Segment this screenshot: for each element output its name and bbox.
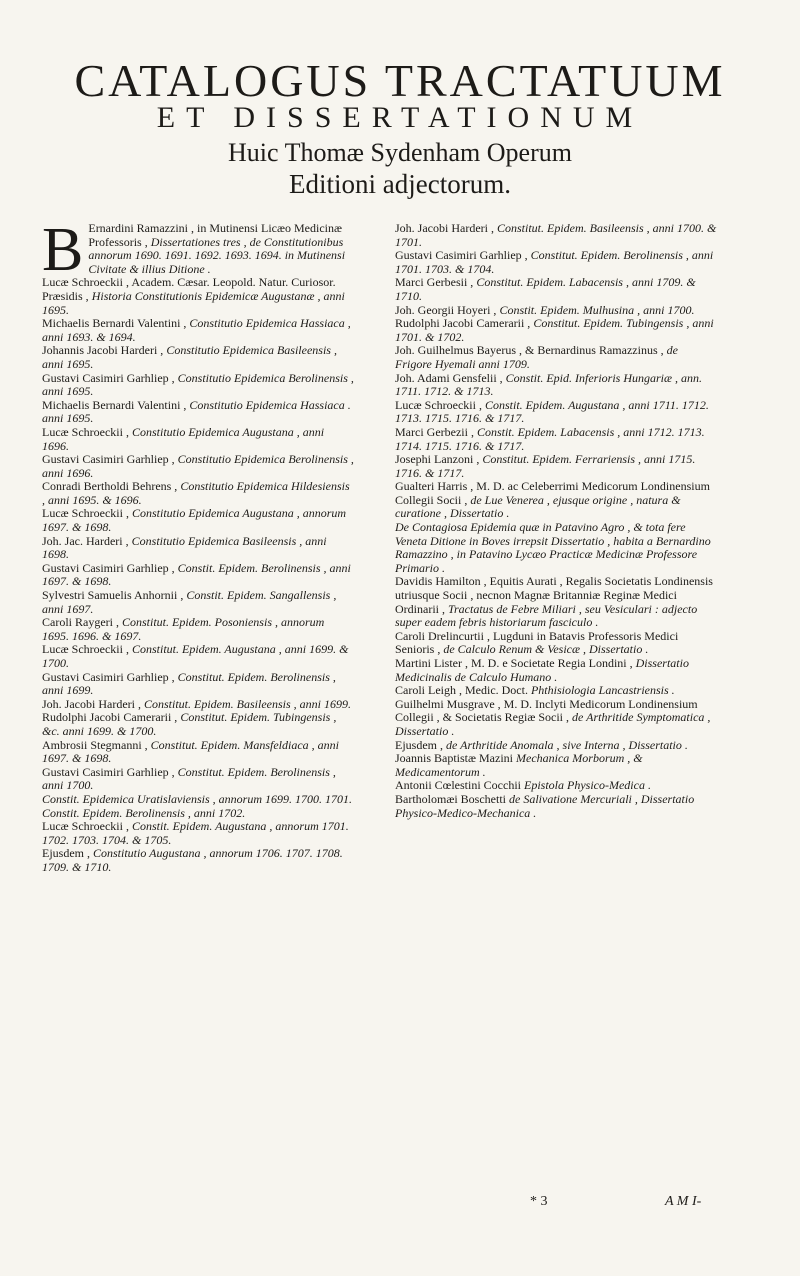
catalog-entry	[42, 399, 354, 426]
catalog-entry	[42, 480, 354, 507]
catalog-entry	[395, 276, 717, 303]
entry-title: Constit. Epid. Inferioris Hungariæ , ann. 1711. 1712. & 1713.	[395, 370, 703, 399]
left-column	[42, 216, 354, 875]
entry-title: Constitutio Epidemica Augustana , anni 1696.	[42, 424, 325, 453]
catalog-entry	[395, 317, 717, 344]
entry-author: Michaelis Bernardi Valentini ,	[42, 316, 190, 331]
entry-author: Caroli Raygeri ,	[42, 615, 122, 630]
entry-title: Constitut. Epidem. Mansfeldiaca , anni 1697. & 1698.	[42, 737, 339, 766]
entry-title: Constitut. Epidem. Labacensis , anni 1709. & 1710.	[395, 275, 696, 303]
entry-title: Constitut. Epidem. Berolinensis , anni 1701. 1703. & 1704.	[395, 248, 714, 276]
entry-author: Joh. Guilhelmus Bayerus , & Bernardinus Ramazzinus ,	[395, 343, 667, 358]
catalog-entry	[395, 684, 717, 698]
entry-title: Tractatus de Febre Miliari , seu Vesiculari : adjecto super eadem febris historiarum fasciculo .	[395, 601, 698, 630]
entry-author: Gustavi Casimiri Garhliep ,	[42, 669, 178, 684]
catalog-entry	[42, 372, 354, 399]
entry-author: Johannis Jacobi Harderi ,	[42, 343, 167, 358]
catalog-entry	[42, 344, 354, 371]
catalog-entry	[395, 372, 717, 399]
catalog-entry	[42, 453, 354, 480]
entry-author: Martini Lister , M. D. e Societate Regia Londini ,	[395, 656, 636, 670]
catalog-entry	[42, 535, 354, 562]
entry-author: Caroli Drelincurtii , Lugduni in Batavis Professoris Medici Senioris ,	[395, 628, 679, 657]
catalog-entry	[395, 426, 717, 453]
catalog-entry	[395, 630, 717, 657]
entry-author: Caroli Leigh , Medic. Doct.	[395, 683, 531, 698]
catalog-entry	[42, 643, 354, 670]
entry-title: Constitut. Epidem. Tubingensis , &c. anni 1699. & 1700.	[42, 710, 337, 738]
entry-title: Constitut. Epidem. Berolinensis , anni 1699.	[42, 669, 336, 698]
entry-author: Guilhelmi Musgrave , M. D. Inclyti Medicorum Londinensium Collegii , & Societatis Regiæ Socii ,	[395, 696, 698, 725]
entry-title: Constit. Epidem. Mulhusina , anni 1700.	[499, 302, 695, 317]
entry-title: de Frigore Hyemali anni 1709.	[395, 343, 678, 371]
catalog-entry	[42, 766, 354, 793]
entry-author: Ejusdem ,	[42, 846, 93, 861]
entry-author: Ambrosii Stegmanni ,	[42, 737, 151, 752]
entry-title: Constit. Epidem. Sangallensis , anni 1697.	[42, 588, 337, 616]
entry-title: Historia Constitutionis Epidemicæ Augustanæ , anni 1695.	[42, 288, 345, 317]
entry-title: De Contagiosa Epidemia quæ in Patavino Agro , & tota fere Veneta Ditione in Boves irrepsit Dissertatio , habita a Bernardino Ramazzino , in Patavino Lycæo Practicæ Medicinæ Professore Primario .	[395, 520, 711, 575]
entry-title: Epistola Physico-Medica .	[524, 778, 651, 793]
entry-author: Joh. Jac. Harderi ,	[42, 533, 132, 548]
title-line-1: CATALOGUS TRACTATUUM	[74, 55, 726, 106]
catalog-entry	[42, 793, 354, 807]
catalog-entry	[395, 222, 717, 249]
title-line-4: Editioni adjectorum.	[289, 169, 511, 199]
entry-title: Constitutio Epidemica Berolinensis , anni 1695.	[42, 370, 354, 399]
title-line-2: ET DISSERTATIONUM	[156, 101, 644, 134]
entry-author: Marci Gerbezii ,	[395, 424, 477, 439]
catchword: A M I-	[665, 1194, 702, 1209]
entry-author: Joh. Jacobi Harderi ,	[42, 696, 144, 711]
right-column	[395, 222, 717, 820]
catalog-entry	[395, 521, 717, 575]
entry-title: de Calculo Renum & Vesicæ , Dissertatio .	[443, 642, 649, 657]
entry-title: Constit. Epidem. Berolinensis , anni 1697. & 1698.	[42, 560, 351, 589]
initial-letter: B	[42, 216, 84, 284]
entry-title: Dissertationes tres , de Constitutionibus annorum 1690. 1691. 1692. 1693. 1694. in Mutinensi Civitate & illius Ditione .	[88, 234, 346, 276]
entry-title: Constit. Epidem. Augustana , anni 1711. 1712. 1713. 1715. 1716. & 1717.	[395, 397, 709, 426]
entry-title: Constitutio Epidemica Augustana , annorum 1697. & 1698.	[42, 506, 347, 535]
entry-title: Constitut. Epidem. Basileensis , anni 1700. & 1701.	[395, 221, 717, 249]
entry-title: Dissertatio Medicinalis de Calculo Humano .	[395, 656, 689, 684]
entry-title: de Arthritide Symptomatica , Dissertatio .	[395, 710, 711, 738]
catalog-entry	[42, 807, 354, 821]
catalog-entry	[42, 589, 354, 616]
catalog-entry	[395, 304, 717, 318]
catalog-entry	[42, 820, 354, 847]
entry-title: Constitutio Augustana , annorum 1706. 1707. 1708. 1709. & 1710.	[42, 846, 343, 874]
catalog-entry	[395, 698, 717, 739]
entry-title: Constitut. Epidem. Ferrariensis , anni 1715. 1716. & 1717.	[395, 452, 696, 480]
entry-author: Lucæ Schroeckii ,	[42, 424, 132, 439]
entry-title: Constit. Epidemica Uratislaviensis , annorum 1699. 1700. 1701.	[42, 791, 352, 806]
entry-author: Gustavi Casimiri Garhliep ,	[42, 764, 178, 779]
catalog-entry	[395, 399, 717, 426]
entry-title: Constit. Epidem. Berolinensis , anni 1702.	[42, 805, 246, 820]
entry-author: Joh. Georgii Hoyeri ,	[395, 302, 500, 317]
entry-author: Gustavi Casimiri Garhliep ,	[42, 452, 178, 467]
catalog-entry	[42, 847, 354, 874]
entry-title: Constitutio Epidemica Basileensis , anni 1698.	[42, 533, 327, 562]
entry-author: Bartholomæi Boschetti	[395, 791, 509, 806]
catalog-entry	[395, 344, 717, 371]
entry-author: Davidis Hamilton , Equitis Aurati , Regalis Societatis Londinensis utriusque Socii , necnon Magnæ Britanniæ Reginæ Medici Ordinarii ,	[395, 574, 713, 616]
entry-title: Constit. Epidem. Augustana , annorum 1701. 1702. 1703. 1704. & 1705.	[42, 819, 349, 847]
title-line-3: Huic Thomæ Sydenham Operum	[228, 138, 572, 167]
entry-author: Josephi Lanzoni ,	[395, 452, 483, 467]
entry-author: Antonii Cœlestini Cocchii	[395, 778, 524, 793]
catalog-entry	[395, 657, 717, 684]
entry-title: Constitutio Epidemica Hildesiensis , anni 1695. & 1696.	[42, 479, 350, 507]
catalog-entry	[42, 671, 354, 698]
entry-author: Rudolphi Jacobi Camerarii ,	[42, 710, 181, 725]
catalog-entry	[42, 698, 354, 712]
entry-author: Joannis Baptistæ Mazini	[395, 751, 516, 766]
entry-title: Phthisiologia Lancastriensis .	[530, 683, 675, 698]
entry-author: Lucæ Schroeckii ,	[42, 506, 132, 521]
entry-author: Lucæ Schroeckii ,	[42, 642, 132, 657]
entry-title: de Arthritide Anomala , sive Interna , Dissertatio .	[446, 737, 688, 752]
entry-title: Constitut. Epidem. Tubingensis , anni 1701. & 1702.	[395, 316, 714, 344]
entry-title: de Salivatione Mercuriali , Dissertatio Physico-Medico-Mechanica .	[395, 791, 695, 820]
entry-title: Constitut. Epidem. Posoniensis , annorum 1695. 1696. & 1697.	[42, 615, 325, 643]
entry-author: Ejusdem ,	[395, 737, 446, 752]
catalog-entry	[42, 616, 354, 643]
entry-author: Michaelis Bernardi Valentini ,	[42, 397, 190, 412]
catalog-entry	[395, 752, 717, 779]
catalog-entry	[42, 426, 354, 453]
entry-author: Joh. Jacobi Harderi ,	[395, 221, 497, 235]
catalog-entry	[395, 453, 717, 480]
entry-author: Lucæ Schroeckii ,	[42, 819, 132, 834]
entry-title: de Lue Venerea , ejusque origine , natura & curatione , Dissertatio .	[395, 492, 681, 521]
entry-title: Constitutio Epidemica Berolinensis , anni 1696.	[42, 452, 354, 480]
entry-author: Gustavi Casimiri Garhliep ,	[42, 560, 178, 575]
entry-title: Constit. Epidem. Labacensis , anni 1712. 1713. 1714. 1715. 1716. & 1717.	[395, 424, 705, 453]
entry-author: Rudolphi Jacobi Camerarii ,	[395, 316, 534, 331]
catalog-entry	[42, 216, 354, 284]
catalog-entry	[42, 317, 354, 344]
catalog-entry	[42, 739, 354, 766]
catalog-entry	[42, 507, 354, 534]
entry-author: Sylvestri Samuelis Anhornii ,	[42, 588, 187, 603]
catalog-entry	[395, 739, 717, 753]
entry-title: Mechanica Morborum , & Medicamentorum .	[395, 751, 643, 779]
entry-author: Gustavi Casimiri Garhliep ,	[395, 248, 531, 263]
entry-author: Gustavi Casimiri Garhliep ,	[42, 370, 178, 385]
catalog-entry	[395, 779, 717, 793]
entry-author: Lucæ Schroeckii ,	[395, 397, 485, 412]
entry-title: Constitutio Epidemica Basileensis , anni 1695.	[42, 343, 337, 371]
entry-author: Marci Gerbesii ,	[395, 275, 477, 290]
signature-mark: * 3	[530, 1194, 548, 1209]
entry-title: Constitut. Epidem. Berolinensis , anni 1700.	[42, 764, 336, 793]
catalog-entry	[395, 480, 717, 521]
catalog-entry	[42, 562, 354, 589]
entry-author: Joh. Adami Gensfelii ,	[395, 370, 506, 385]
entry-author: Gualteri Harris , M. D. ac Celeberrimi Medicorum Londinensium Collegii Socii ,	[395, 479, 710, 507]
entry-title: Constitutio Epidemica Hassiaca , anni 1693. & 1694.	[42, 316, 351, 344]
catalog-entry	[395, 793, 717, 820]
entry-title: Constitut. Epidem. Basileensis , anni 1699.	[143, 696, 351, 711]
catalog-entry	[395, 249, 717, 276]
catalog-entry	[42, 711, 354, 738]
entry-author: Lucæ Schroeckii , Academ. Cæsar. Leopold. Natur. Curiosor. Præsidis ,	[42, 275, 336, 303]
entry-author: Conradi Bertholdi Behrens ,	[42, 479, 181, 494]
entry-title: Constitut. Epidem. Augustana , anni 1699. & 1700.	[42, 642, 349, 670]
catalog-entry	[395, 575, 717, 629]
catalog-entry	[42, 276, 354, 317]
entry-title: Constitutio Epidemica Hassiaca . anni 1695.	[42, 397, 351, 426]
entry-author: Ernardini Ramazzini , in Mutinensi Licæo Medicinæ Professoris ,	[88, 221, 342, 249]
